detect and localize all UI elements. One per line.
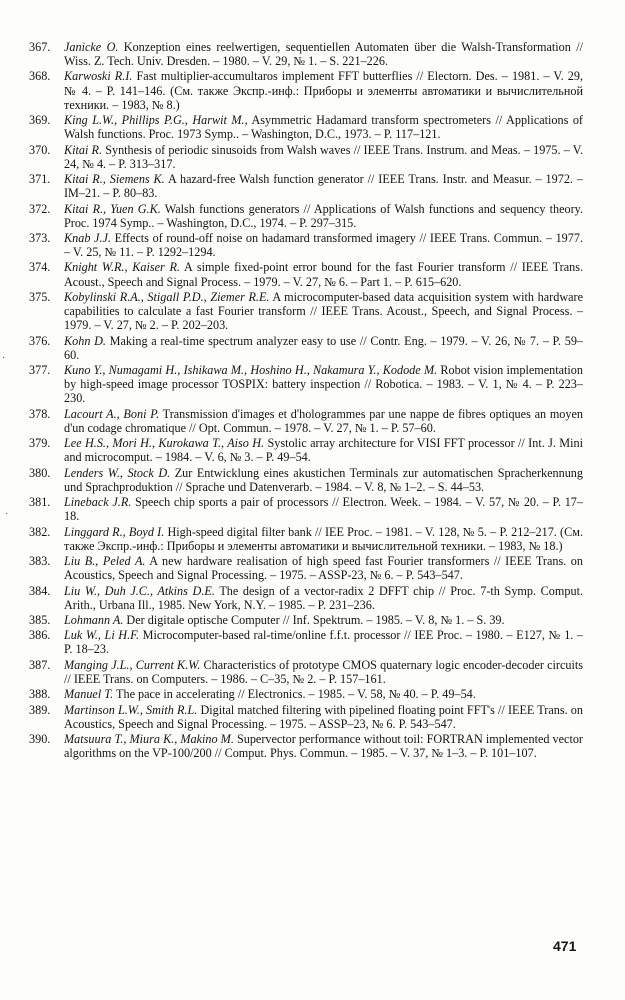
reference-text: Walsh functions generators // Applications of Walsh functions and sequency theory. Proc. 1974 Symp.. – Washington, D.C., 1974. – P. 297–315.: [64, 201, 584, 230]
reference-text: Synthesis of periodic sinusoids from Walsh waves // IEEE Trans. Instrum. and Meas. – 1975. – V. 24, № 4. – P. 313–317.: [64, 142, 584, 171]
reference-number: 376.: [29, 333, 51, 348]
reference-number: 372.: [29, 201, 51, 216]
reference-authors: King L.W., Phillips P.G., Harwit M.,: [64, 113, 248, 128]
reference-number: 370.: [29, 142, 51, 157]
reference-authors: Lee H.S., Mori H., Kurokawa T., Aiso H.: [64, 436, 265, 451]
reference-entry: [29, 407, 583, 435]
reference-number: 385.: [29, 613, 51, 627]
reference-text: Fast multiplier-accumultaros implement FFT butterflies // Electorn. Des. – 1981. – V. 29, № 4. – P. 141–146. (См. также Экспр.-инф.: Приборы и элементы автоматики и вычислительной техники. – 1983, № 8.): [64, 69, 584, 112]
reference-entry: [29, 732, 583, 760]
reference-entry: [29, 466, 583, 494]
reference-authors: Knight W.R., Kaiser R.: [64, 260, 180, 275]
reference-text: Effects of round-off noise on hadamard transformed imagery // IEEE Trans. Commun. – 1977. – V. 25, № 11. – P. 1292–1294.: [64, 231, 583, 260]
reference-entry: [29, 290, 583, 332]
reference-text: Der digitale optische Computer // Inf. Spektrum. – 1985. – V. 8, № 1. – S. 39.: [123, 613, 505, 627]
reference-text: High-speed digital filter bank // IEE Proc. – 1981. – V. 128, № 5. – P. 212–217. (См. также Экспр.-инф.: Приборы и элементы автоматики и вычислительной техники. – 1983, № 18.): [64, 524, 583, 553]
reference-authors: Martinson L.W., Smith R.L.: [64, 702, 198, 717]
reference-entry: [29, 658, 583, 686]
reference-entry: [29, 687, 583, 701]
reference-authors: Knab J.J.: [64, 231, 111, 245]
reference-authors: Kitai R.: [64, 142, 103, 157]
page-number: 471: [553, 938, 577, 954]
reference-entry: [29, 525, 583, 553]
reference-authors: Kitai R., Siemens K.: [64, 172, 165, 187]
reference-number: 384.: [29, 583, 51, 598]
reference-number: 373.: [29, 231, 51, 245]
reference-entry: [29, 613, 583, 627]
reference-authors: Janicke O.: [64, 40, 119, 54]
reference-entry: [29, 40, 583, 68]
reference-text: Speech chip sports a pair of processors // Electron. Week. – 1984. – V. 57, № 20. – P. 17–18.: [64, 495, 583, 524]
reference-authors: Lenders W., Stock D.: [64, 465, 171, 480]
reference-entry: [29, 554, 583, 582]
reference-authors: Lacourt A., Boni P.: [64, 406, 160, 421]
reference-entry: [29, 628, 583, 656]
reference-number: 367.: [29, 40, 51, 54]
reference-number: 379.: [29, 436, 51, 451]
reference-text: Microcomputer-based ral-time/online f.f.t. processor // IEE Proc. – 1980. – E127, № 1. – P. 18–23.: [64, 628, 583, 657]
reference-authors: Lohmann A.: [64, 613, 124, 627]
reference-text: A simple fixed-point error bound for the fast Fourier transform // IEEE Trans. Acoust., Speech and Signal Process. – 1979. – V. 27, № 6. – Part 1. – P. 615–620.: [64, 260, 583, 289]
reference-authors: Kuno Y., Numagami H., Ishikawa M., Hoshino H., Nakamura Y., Kodode M.: [64, 363, 438, 378]
reference-number: 374.: [29, 260, 51, 275]
reference-text: Konzeption eines reelwertigen, sequentiellen Automaten über die Walsh-Transformation // Wiss. Z. Tech. Univ. Dresden. – 1980. – V. 29, № 1. – S. 221–226.: [64, 40, 583, 69]
reference-text: A microcomputer-based data acquisition system with hardware capabilities to calculate a fast Fourier transform // IEEE Trans. Acoust., Speech, and Signal Process. – 1979. – V. 27, № 2. – P. 202–203.: [64, 289, 583, 333]
reference-text: Digital matched filtering with pipelined floating point FFT's // IEEE Trans. on Acoustics, Speech and Signal Processing. – 1975. – ASSP–23, № 6. P. 543–547.: [64, 702, 583, 731]
reference-text: The design of a vector-radix 2 DFFT chip // Proc. 7-th Symp. Comput. Arith., Urbana Ill., 1985. New York, N.Y. – 1985. – P. 231–236.: [64, 583, 584, 612]
reference-number: 377.: [29, 363, 51, 378]
reference-text: Making a real-time spectrum analyzer easy to use // Contr. Eng. – 1979. – V. 26, № 7. – P. 59–60.: [64, 333, 584, 362]
reference-number: 387.: [29, 657, 51, 672]
reference-list: [29, 40, 583, 762]
scan-speck: ·: [2, 353, 6, 364]
reference-authors: Linggard R., Boyd I.: [64, 524, 165, 539]
reference-text: Characteristics of prototype CMOS quaternary logic encoder-decoder circuits // IEEE Trans. on Computers. – 1986. – C–35, № 2. – P. 157–161.: [64, 657, 583, 686]
reference-entry: [29, 143, 583, 171]
reference-entry: [29, 231, 583, 259]
reference-authors: Matsuura T., Miura K., Makino M.: [64, 732, 234, 747]
reference-number: 369.: [29, 113, 51, 128]
reference-number: 378.: [29, 406, 51, 421]
reference-entry: [29, 495, 583, 523]
reference-number: 380.: [29, 465, 51, 480]
reference-authors: Kobylinski R.A., Stigall P.D., Ziemer R.E.: [64, 289, 270, 304]
reference-text: Systolic array architecture for VISI FFT processor // Int. J. Mini and microcomput. – 1984. – V. 6, № 3. – P. 49–54.: [64, 436, 583, 465]
scan-speck: ·: [5, 509, 9, 520]
reference-number: 383.: [29, 554, 51, 569]
reference-authors: Luk W., Li H.F.: [64, 628, 140, 643]
reference-text: A new hardware realisation of high speed fast Fourier transformers // IEEE Trans. on Acoustics, Speech and Signal Processing. – 1975. – ASSP-23, № 6. – P. 543–547.: [64, 554, 583, 583]
reference-number: 382.: [29, 524, 51, 539]
reference-text: A hazard-free Walsh function generator // IEEE Trans. Instr. and Measur. – 1972. – IM–21. – P. 80–83.: [64, 172, 583, 201]
reference-number: 386.: [29, 628, 51, 643]
reference-number: 388.: [29, 687, 51, 702]
reference-number: 389.: [29, 702, 51, 717]
reference-entry: [29, 334, 583, 362]
reference-entry: [29, 172, 583, 200]
reference-entry: [29, 202, 583, 230]
reference-entry: [29, 69, 583, 111]
reference-authors: Kitai R., Yuen G.K.: [64, 201, 161, 216]
reference-number: 390.: [29, 732, 51, 747]
reference-entry: [29, 436, 583, 464]
reference-text: Transmission d'images et d'hologrammes par une nappe de fibres optiques an moyen d'un codage chromatique // Opt. Commun. – 1978. – V. 27, № 1. – P. 57–60.: [64, 406, 583, 435]
reference-number: 371.: [29, 172, 51, 187]
reference-entry: [29, 260, 583, 288]
reference-text: The pace in accelerating // Electronics. – 1985. – V. 58, № 40. – P. 49–54.: [113, 687, 476, 702]
reference-authors: Kohn D.: [64, 333, 106, 348]
reference-authors: Lineback J.R.: [64, 495, 132, 510]
reference-authors: Manuel T.: [64, 687, 114, 702]
reference-text: Supervector performance without toil: FORTRAN implemented vector algorithms on the VP-100/200 // Comput. Phys. Commun. – 1985. – V. 37, № 1–3. – P. 101–107.: [64, 732, 583, 761]
reference-entry: [29, 363, 583, 405]
reference-authors: Liu W., Duh J.C., Atkins D.E.: [64, 583, 215, 598]
reference-entry: [29, 584, 583, 612]
reference-number: 375.: [29, 289, 51, 304]
reference-authors: Liu B., Peled A.: [64, 554, 146, 569]
reference-authors: Manging J.L., Current K.W.: [64, 657, 201, 672]
reference-text: Robot vision implementation by high-speed image processor TOSPIX: battery inspection // Robotica. – 1983. – V. 1, № 4. – P. 223–230.: [64, 363, 583, 406]
reference-entry: [29, 113, 583, 141]
reference-text: Asymmetric Hadamard transform spectrometers // Applications of Walsh functions. Proc. 1973 Symp.. – Washington, D.C., 1973. – P. 117–121.: [64, 113, 583, 142]
reference-authors: Karwoski R.I.: [64, 69, 133, 84]
reference-text: Zur Entwicklung eines akustichen Terminals zur automatischen Spracherkennung und Sprachproduktion // Sprache und Datenverarb. – 1984. – V. 8, № 1–2. – S. 44–53.: [64, 465, 583, 494]
reference-number: 368.: [29, 69, 51, 84]
reference-entry: [29, 703, 583, 731]
reference-number: 381.: [29, 495, 51, 510]
